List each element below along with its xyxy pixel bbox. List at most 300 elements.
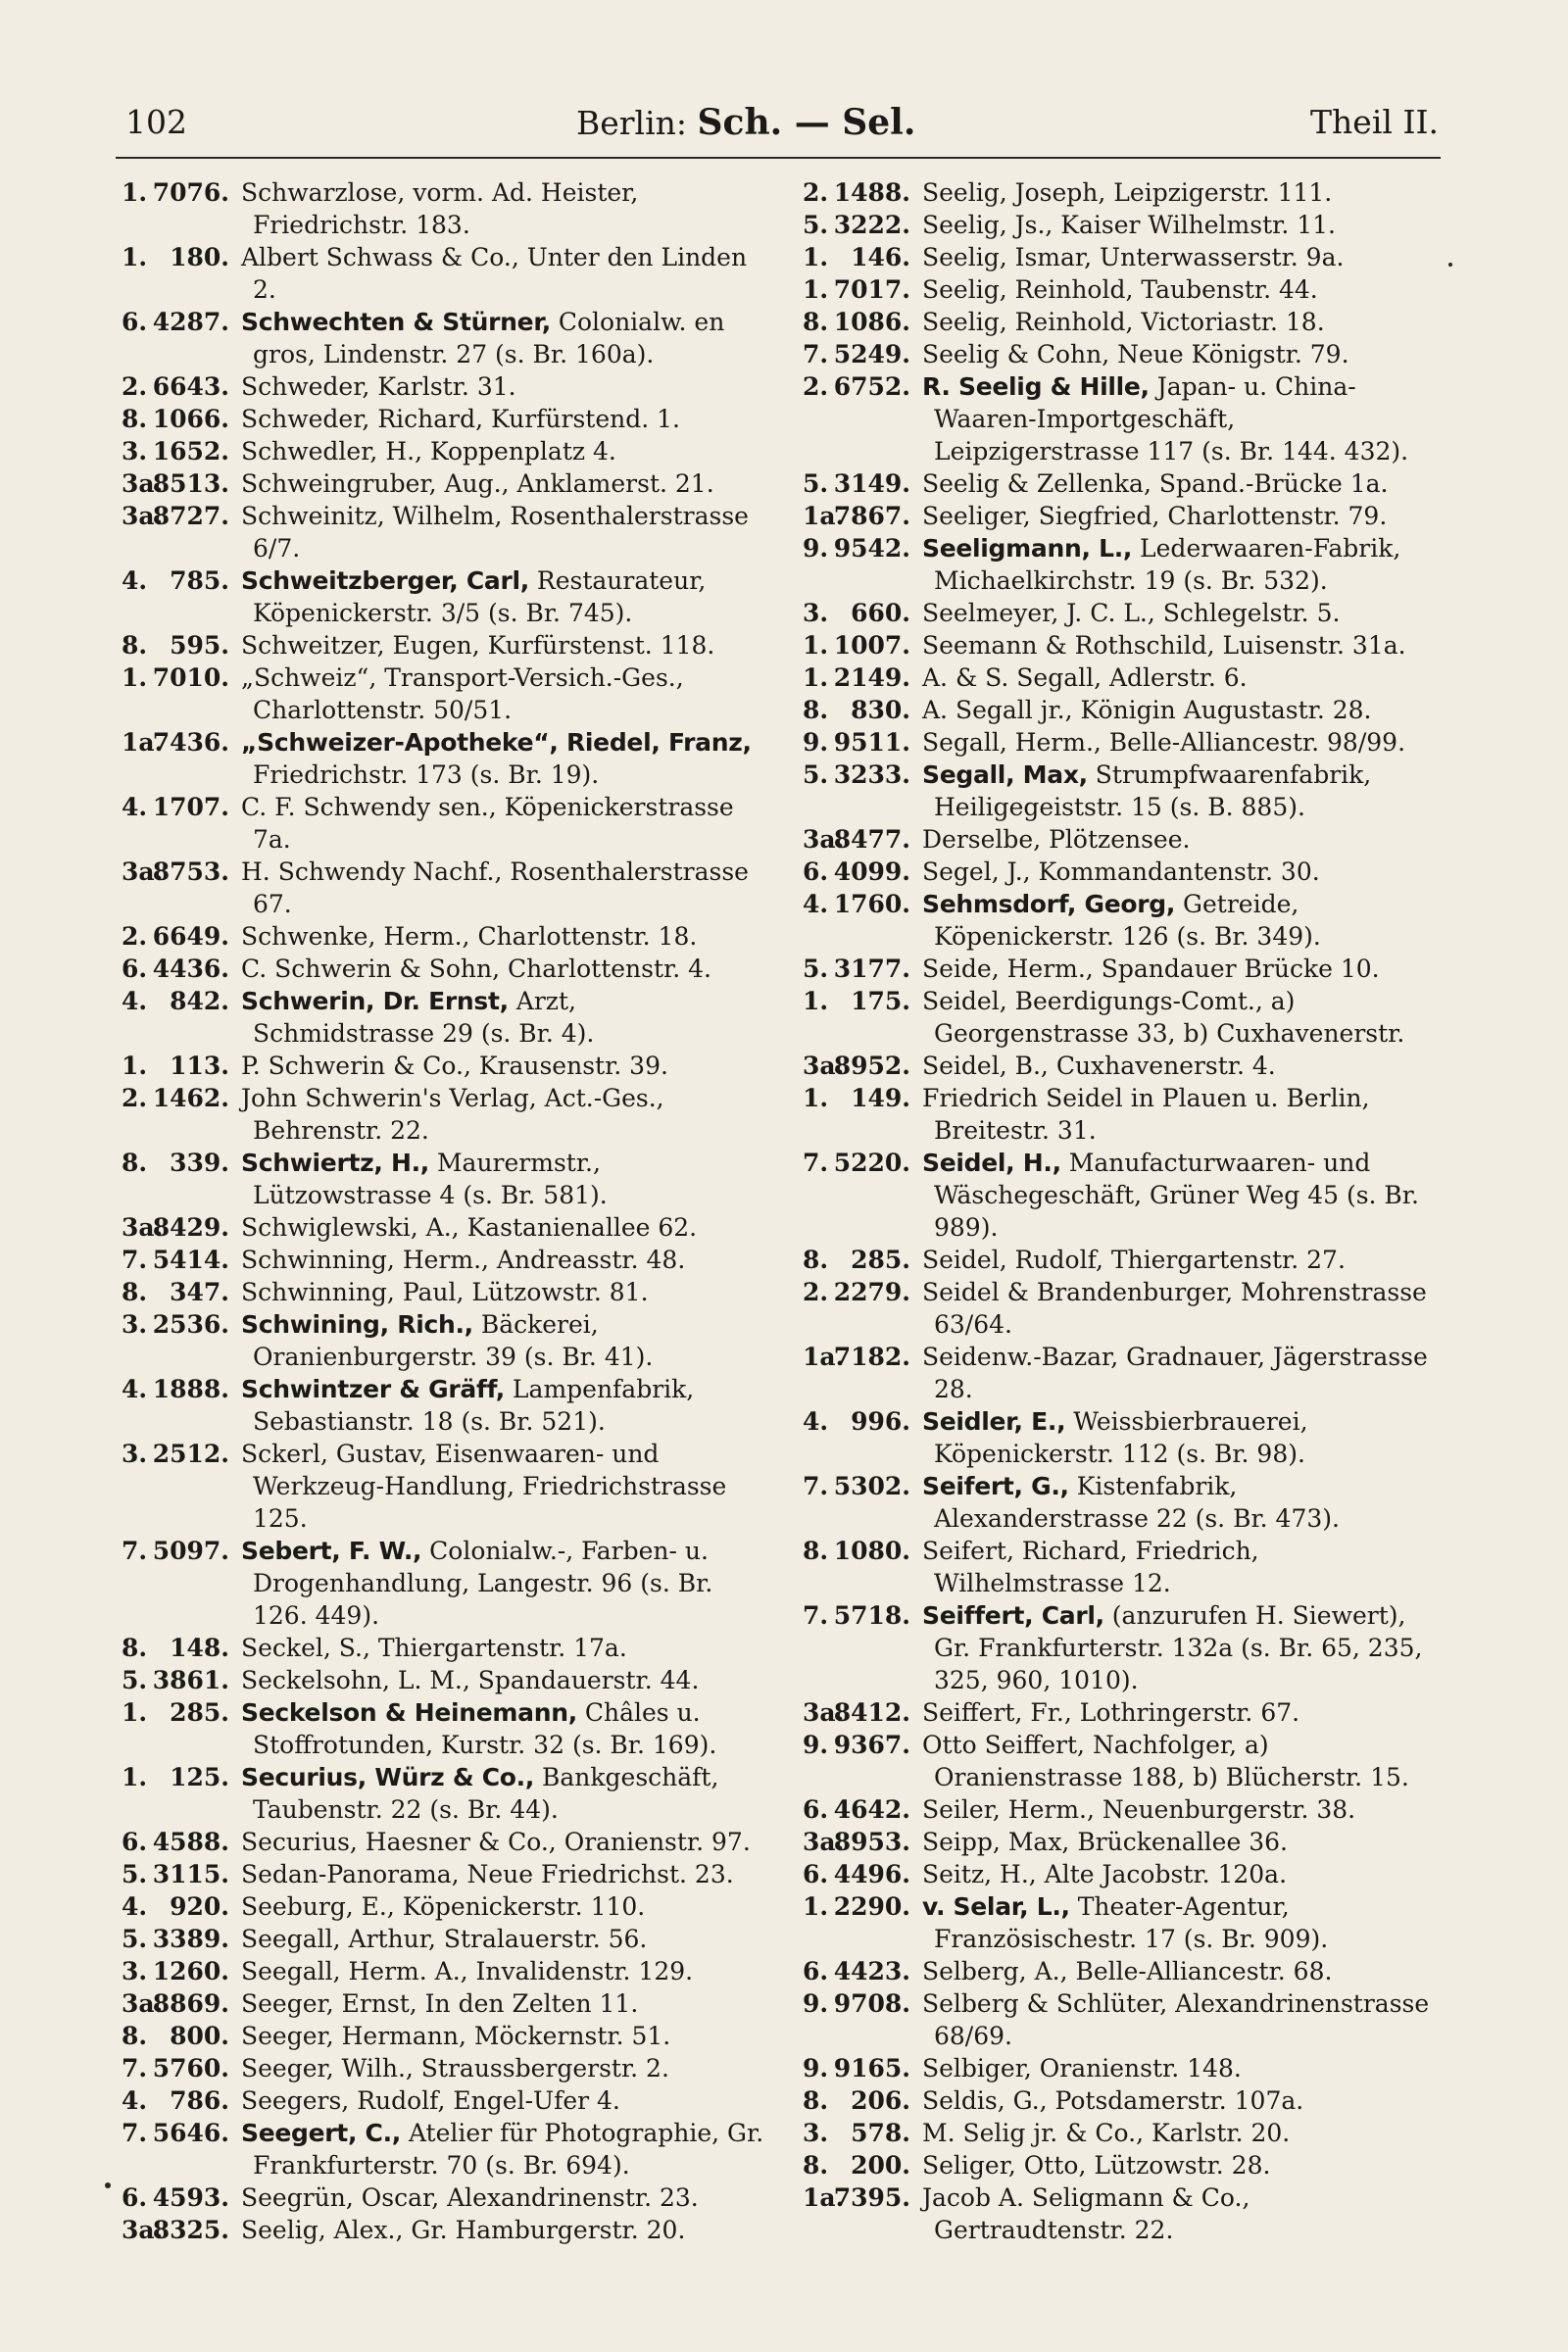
exchange-office: 3. [122,1310,148,1339]
line-number: 6643. [152,372,229,401]
phone-number [118,1211,241,1244]
exchange-office: 1. [122,1698,148,1727]
phone-number [118,1308,241,1373]
exchange-office: 1. [122,1763,148,1791]
entry-name-bold: Schwining, Rich., [241,1310,473,1339]
phone-number [118,726,241,791]
directory-entry [799,2084,1446,2117]
entry-details: Schwinning, Herm., Andreasstr. 48. [241,1246,686,1274]
line-number: 1707. [152,793,229,821]
exchange-office: 7. [122,1246,148,1274]
directory-entry [118,403,764,435]
directory-entry [799,1729,1446,1793]
entry-details: Otto Seiffert, Nachfolger, a) Oranienstrasse 188, b) Blücherstr. 15. [922,1731,1409,1791]
directory-entry [799,2149,1446,2181]
exchange-office: 7. [803,1472,829,1500]
exchange-office: 4. [122,793,148,821]
entry-text [922,1082,1446,1147]
entry-details: Schweingruber, Aug., Anklamerst. 21. [241,469,714,498]
exchange-office: 3a. [803,1828,845,1856]
entry-details: Schweder, Karlstr. 31. [241,372,516,401]
entry-details: Seelig, Reinhold, Victoriastr. 18. [922,308,1325,336]
directory-entry [799,1405,1446,1470]
entry-text [922,856,1446,888]
entry-details: Seelig & Zellenka, Spand.-Brücke 1a. [922,469,1389,498]
exchange-office: 3a. [803,825,845,854]
line-number: 5718. [833,1601,910,1630]
entry-text [241,1955,764,1987]
entry-details: Seelig, Ismar, Unterwasserstr. 9a. [922,243,1345,271]
exchange-office: 1a. [803,1343,845,1371]
phone-number [118,1147,241,1211]
directory-entry [799,241,1446,273]
exchange-office: 7. [803,1149,829,1177]
line-number: 9511. [833,728,910,757]
phone-number [799,759,922,823]
line-number: 4588. [152,1828,229,1856]
directory-entry [799,1955,1446,1987]
exchange-office: 7. [122,2054,148,2082]
entry-details: Seegrün, Oscar, Alexandrinenstr. 23. [241,2183,699,2212]
entry-text [922,241,1446,273]
entry-text [241,985,764,1050]
directory-entry [799,888,1446,953]
exchange-office: 7. [122,1537,148,1565]
entry-text [922,1987,1446,2052]
entry-text [922,467,1446,500]
entry-details: Seeger, Wilh., Straussbergerstr. 2. [241,2054,669,2082]
entry-text [922,1696,1446,1729]
phone-number [799,532,922,597]
entry-text [241,1696,764,1761]
entry-text [241,1535,764,1632]
entry-text [922,1599,1446,1696]
entry-details: Seelmeyer, J. C. L., Schlegelstr. 5. [922,599,1341,627]
entry-details: Seelig, Alex., Gr. Hamburgerstr. 20. [241,2216,686,2244]
phone-number [118,1373,241,1438]
line-number: 7076. [152,178,229,207]
phone-number [118,176,241,241]
phone-number [118,1082,241,1147]
exchange-office: 9. [803,1989,829,2018]
entry-name-bold: Schweitzberger, Carl, [241,566,529,595]
entry-text [241,1050,764,1082]
entry-text [241,1664,764,1696]
line-number: 578. [851,2119,910,2147]
directory-entry [118,985,764,1050]
phone-number [799,694,922,726]
entry-text [922,176,1446,209]
entry-name-bold: „Schweizer-Apotheke“, Riedel, Franz, [241,728,752,757]
page-number: 102 [125,103,187,141]
entry-details: Seliger, Otto, Lützowstr. 28. [922,2151,1271,2180]
entry-details: Bankgeschäft, Taubenstr. 22 (s. Br. 44). [253,1763,719,1824]
phone-number [799,2084,922,2117]
exchange-office: 8. [122,631,148,660]
directory-entry [118,241,764,306]
directory-entry [799,759,1446,823]
directory-entry [799,726,1446,759]
entry-details: Arzt, Schmidstrasse 29 (s. Br. 4). [253,987,595,1048]
directory-entry [118,791,764,856]
line-number: 1652. [152,437,229,466]
entry-details: Selberg & Schlüter, Alexandrinenstrasse 68/69. [922,1989,1430,2050]
exchange-office: 4. [803,890,829,918]
directory-entry [799,1244,1446,1276]
directory-entry [118,1050,764,1082]
entry-text [241,1923,764,1955]
directory-entry [799,176,1446,209]
directory-entry [118,176,764,241]
entry-text [922,338,1446,370]
entry-details: C. Schwerin & Sohn, Charlottenstr. 4. [241,955,711,983]
directory-entry [118,1664,764,1696]
phone-number [118,791,241,856]
entry-text [922,1147,1446,1244]
directory-entry [799,1050,1446,1082]
entry-details: Seiler, Herm., Neuenburgerstr. 38. [922,1795,1356,1824]
directory-entry [118,2181,764,2214]
exchange-office: 4. [122,1375,148,1403]
directory-entry [118,1147,764,1211]
phone-number [118,306,241,370]
line-number: 175. [851,987,910,1015]
line-number: 8477. [833,825,910,854]
entry-details: Bäckerei, Oranienburgerstr. 39 (s. Br. 41). [253,1310,654,1371]
entry-text [241,726,764,791]
exchange-office: 1. [803,1084,829,1112]
directory-entry [118,1244,764,1276]
line-number: 5220. [833,1149,910,1177]
directory-entry [799,1470,1446,1535]
line-number: 4423. [833,1957,910,1985]
line-number: 8952. [833,1052,910,1080]
entry-text [922,662,1446,694]
line-number: 1888. [152,1375,229,1403]
directory-entry [799,1276,1446,1341]
exchange-office: 2. [803,1278,829,1306]
phone-number [799,856,922,888]
exchange-office: 1a. [803,502,845,530]
entry-details: Seidel, Beerdigungs-Comt., a) Georgenstrasse 33, b) Cuxhavenerstr. [922,987,1405,1048]
directory-entry [118,1276,764,1308]
entry-text [922,1341,1446,1405]
entry-name-bold: R. Seelig & Hille, [922,372,1150,401]
line-number: 200. [851,2151,910,2180]
exchange-office: 5. [803,469,829,498]
directory-entry [799,2052,1446,2084]
entry-details: Selberg, A., Belle-Alliancestr. 68. [922,1957,1333,1985]
line-number: 9542. [833,534,910,563]
line-number: 4593. [152,2183,229,2212]
phone-number [799,306,922,338]
phone-number [799,1147,922,1244]
entry-details: Maurermstr., Lützowstrasse 4 (s. Br. 581). [253,1149,608,1209]
exchange-office: 8. [803,2086,829,2115]
line-number: 4496. [833,1860,910,1888]
page-title [576,98,915,148]
exchange-office: 1. [803,631,829,660]
line-number: 9367. [833,1731,910,1759]
entry-details: Seldis, G., Potsdamerstr. 107a. [922,2086,1304,2115]
exchange-office: 1. [803,275,829,304]
directory-entry [799,1147,1446,1244]
phone-number [799,241,922,273]
exchange-office: 4. [122,2086,148,2115]
entry-name-bold: Schwiertz, H., [241,1149,429,1177]
line-number: 3177. [833,955,910,983]
entry-details: Seelig, Reinhold, Taubenstr. 44. [922,275,1318,304]
phone-number [118,629,241,662]
exchange-office: 5. [122,1666,148,1694]
line-number: 4099. [833,858,910,886]
exchange-office: 3a. [122,1989,164,2018]
entry-details: Colonialw. en gros, Lindenstr. 27 (s. Br. 160a). [253,308,725,368]
entry-text [922,1244,1446,1276]
exchange-office: 6. [803,1795,829,1824]
entry-name-bold: Seidler, E., [922,1407,1066,1436]
phone-number [118,1955,241,1987]
directory-entry [799,629,1446,662]
directory-entry [799,1858,1446,1890]
directory-entry [799,338,1446,370]
directory-entry [799,953,1446,985]
entry-details: Getreide, Köpenickerstr. 126 (s. Br. 349). [934,890,1321,951]
directory-entry [799,985,1446,1050]
directory-entry [118,629,764,662]
directory-entry [118,2052,764,2084]
exchange-office: 5. [803,760,829,789]
exchange-office: 7. [122,2119,148,2147]
exchange-office: 3. [803,599,829,627]
exchange-office: 3a. [122,1213,164,1242]
line-number: 5097. [152,1537,229,1565]
right-column [799,176,1446,2246]
entry-details: Schweitzer, Eugen, Kurfürstenst. 118. [241,631,715,660]
entry-details: Friedrichstr. 173 (s. Br. 19). [253,760,600,789]
phone-number [118,1050,241,1082]
exchange-office: 8. [803,696,829,724]
directory-entry [118,564,764,629]
phone-number [118,856,241,920]
directory-entry [799,1341,1446,1405]
phone-number [118,467,241,500]
directory-entry [118,2084,764,2117]
directory-entry [118,2117,764,2181]
entry-details: Seidenw.-Bazar, Gradnauer, Jägerstrasse 28. [922,1343,1428,1403]
exchange-office: 6. [803,858,829,886]
entry-details: Theater-Agentur, Französischestr. 17 (s. Br. 909). [934,1892,1329,1953]
exchange-office: 6. [122,2183,148,2212]
line-number: 660. [851,599,910,627]
directory-entry [799,1082,1446,1147]
phone-number [799,2181,922,2246]
line-number: 5249. [833,340,910,368]
line-number: 285. [170,1698,229,1727]
phone-number [118,1276,241,1308]
directory-entry [799,500,1446,532]
entry-text [241,1890,764,1923]
exchange-office: 1. [122,243,148,271]
phone-number [799,500,922,532]
directory-entry [118,1826,764,1858]
exchange-office: 8. [122,1278,148,1306]
phone-number [118,985,241,1050]
exchange-office: 3a. [122,858,164,886]
exchange-office: 8. [122,1149,148,1177]
line-number: 7010. [152,663,229,692]
entry-details: (anzurufen H. Siewert), Gr. Frankfurterstr. 132a (s. Br. 65, 235, 325, 960, 1010). [934,1601,1423,1694]
line-number: 4642. [833,1795,910,1824]
entry-name-bold: v. Selar, L., [922,1892,1070,1921]
line-number: 1086. [833,308,910,336]
entry-text [922,532,1446,597]
line-number: 7017. [833,275,910,304]
entry-details: Seidel, B., Cuxhavenerstr. 4. [922,1052,1276,1080]
exchange-office: 1. [803,987,829,1015]
entry-text [922,370,1446,467]
directory-entry [799,1599,1446,1696]
entry-details: Seeburg, E., Köpenickerstr. 110. [241,1892,646,1921]
entry-details: Schweder, Richard, Kurfürstend. 1. [241,405,680,433]
phone-number [799,209,922,241]
phone-number [118,2084,241,2117]
phone-number [118,1890,241,1923]
entry-details: Schweinitz, Wilhelm, Rosenthalerstrasse 6/7. [241,502,749,563]
line-number: 180. [170,243,229,271]
phone-number [118,1696,241,1761]
directory-entry [118,2020,764,2052]
line-number: 285. [851,1246,910,1274]
entry-text [922,597,1446,629]
entry-name-bold: Seidel, H., [922,1149,1061,1177]
exchange-office: 6. [803,1860,829,1888]
entry-details: Friedrich Seidel in Plauen u. Berlin, Breitestr. 31. [922,1084,1370,1145]
line-number: 2149. [833,663,910,692]
entry-text [241,791,764,856]
phone-number [799,985,922,1050]
entry-text [241,435,764,467]
line-number: 8325. [152,2216,229,2244]
entry-details: Schwenke, Herm., Charlottenstr. 18. [241,922,698,951]
directory-entry [118,1858,764,1890]
phone-number [799,629,922,662]
phone-number [799,2117,922,2149]
phone-number [118,1761,241,1826]
line-number: 786. [170,2086,229,2115]
exchange-office: 4. [803,1407,829,1436]
line-number: 149. [851,1084,910,1112]
line-number: 4287. [152,308,229,336]
entry-text [922,1470,1446,1535]
entry-text [241,2020,764,2052]
directory-entry [118,920,764,953]
directory-entry [799,2181,1446,2246]
entry-text [922,306,1446,338]
directory-entry [118,953,764,985]
phone-number [118,1923,241,1955]
page-header [125,98,1439,147]
exchange-office: 8. [803,1537,829,1565]
directory-entry [799,1890,1446,1955]
exchange-office: 7. [803,340,829,368]
entry-details: Schwinning, Paul, Lützowstr. 81. [241,1278,649,1306]
phone-number [799,1729,922,1793]
directory-entry [118,370,764,403]
entry-name-bold: Seckelson & Heinemann, [241,1698,577,1727]
entry-text [241,953,764,985]
line-number: 1462. [152,1084,229,1112]
directory-entry [118,1890,764,1923]
line-number: 2290. [833,1892,910,1921]
phone-number [799,888,922,953]
phone-number [799,2149,922,2181]
phone-number [118,1244,241,1276]
entry-details: Weissbierbrauerei, Köpenickerstr. 112 (s. Br. 98). [934,1407,1308,1468]
entry-details: Segall, Herm., Belle-Alliancestr. 98/99. [922,728,1406,757]
line-number: 3149. [833,469,910,498]
exchange-office: 3a. [803,1052,845,1080]
entry-text [241,1987,764,2020]
line-number: 8429. [152,1213,229,1242]
entry-details: Lampenfabrik, Sebastianstr. 18 (s. Br. 521). [253,1375,695,1436]
part-label: Theil II. [1310,103,1439,141]
directory-entry [118,1632,764,1664]
phone-number [118,1987,241,2020]
phone-number [118,1826,241,1858]
entry-details: Seelig & Cohn, Neue Königstr. 79. [922,340,1349,368]
entry-details: Seegall, Arthur, Stralauerstr. 56. [241,1925,648,1953]
exchange-office: 6. [122,308,148,336]
directory-entry [799,306,1446,338]
line-number: 3222. [833,211,910,239]
exchange-office: 2. [803,372,829,401]
line-number: 2512. [152,1440,229,1468]
directory-entry [118,856,764,920]
entry-text [922,1793,1446,1826]
entry-details: Seegers, Rudolf, Engel-Ufer 4. [241,2086,620,2115]
ink-speck [105,2182,111,2188]
directory-entry [799,2117,1446,2149]
phone-number [799,1341,922,1405]
line-number: 6752. [833,372,910,401]
exchange-office: 2. [122,1084,148,1112]
entry-details: Securius, Haesner & Co., Oranienstr. 97. [241,1828,751,1856]
entry-name-bold: Seeligmann, L., [922,534,1133,563]
entry-details: Atelier für Photographie, Gr. Frankfurterstr. 70 (s. Br. 694). [253,2119,764,2180]
exchange-office: 4. [122,1892,148,1921]
line-number: 1007. [833,631,910,660]
entry-name-bold: Segall, Max, [922,760,1088,789]
phone-number [799,1890,922,1955]
phone-number [799,823,922,856]
phone-number [118,2181,241,2214]
directory-entry [118,1923,764,1955]
phone-number [118,564,241,629]
entry-text [241,1082,764,1147]
line-number: 7436. [152,728,229,757]
entry-text [922,694,1446,726]
phone-number [799,1696,922,1729]
entry-text [922,2181,1446,2246]
line-number: 9165. [833,2054,910,2082]
exchange-office: 6. [122,955,148,983]
entry-text [241,2181,764,2214]
exchange-office: 3a. [122,502,164,530]
entry-details: C. F. Schwendy sen., Köpenickerstrasse 7a. [241,793,734,854]
entry-details: Seeger, Hermann, Möckernstr. 51. [241,2022,671,2050]
line-number: 4436. [152,955,229,983]
